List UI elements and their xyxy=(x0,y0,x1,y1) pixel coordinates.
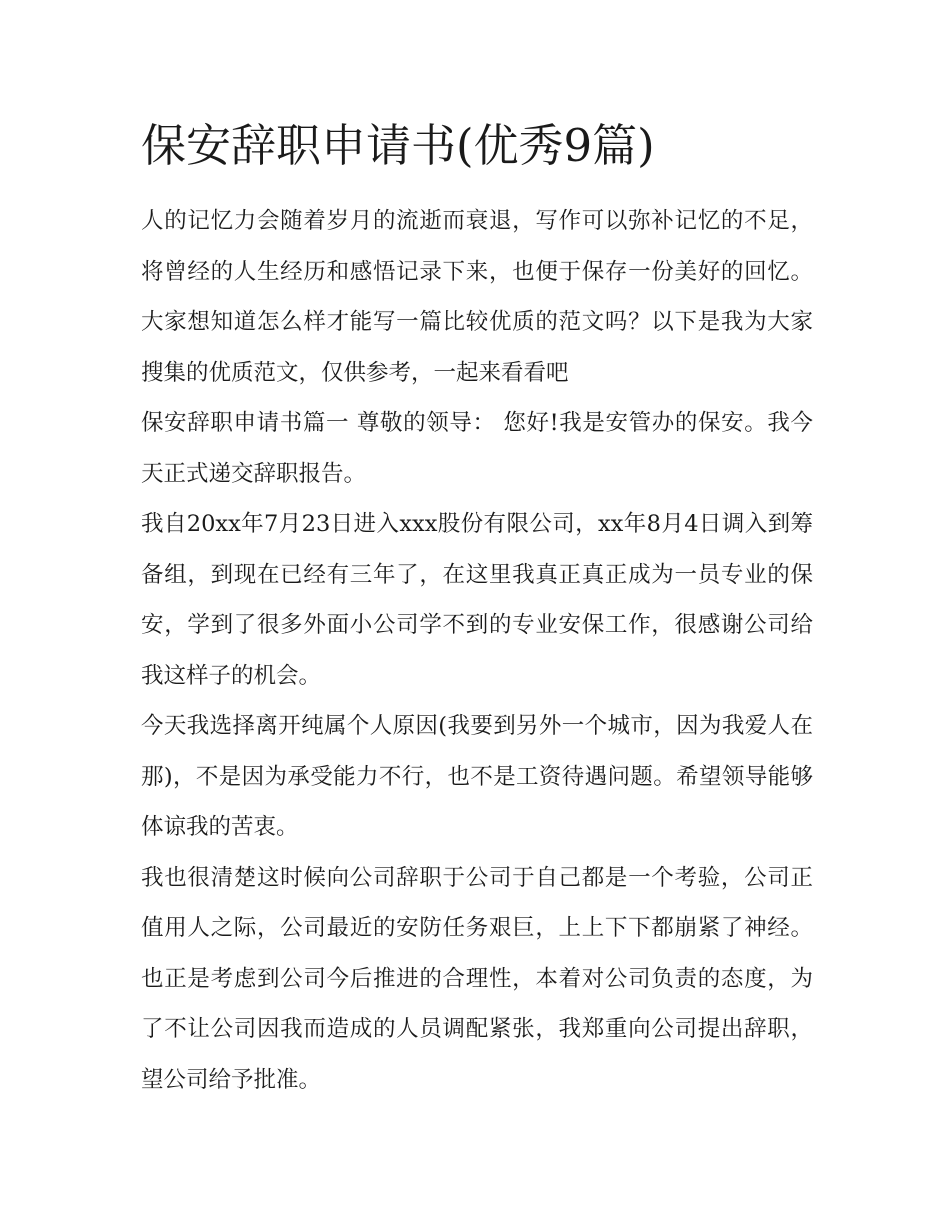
reason-paragraph: 今天我选择离开纯属个人原因(我要到另外一个城市，因为我爱人在那)，不是因为承受能力不行，也不是工资待遇问题。希望领导能够体谅我的苦衷。 xyxy=(141,713,813,840)
document-title: 保安辞职申请书(优秀9篇) xyxy=(141,119,655,172)
letter-opening-paragraph: 保安辞职申请书篇一 尊敬的领导： 您好!我是安管办的保安。我今天正式递交辞职报告。 xyxy=(141,410,813,487)
request-paragraph: 我也很清楚这时候向公司辞职于公司于自己都是一个考验，公司正值用人之际，公司最近的安防任务艰巨，上上下下都崩紧了神经。也正是考虑到公司今后推进的合理性，本着对公司负责的态度，为了不让公司因我而造成的人员调配紧张，我郑重向公司提出辞职，望公司给予批准。 xyxy=(141,864,813,1093)
intro-paragraph: 人的记忆力会随着岁月的流逝而衰退，写作可以弥补记忆的不足，将曾经的人生经历和感悟记录下来，也便于保存一份美好的回忆。大家想知道怎么样才能写一篇比较优质的范文吗？以下是我为大家搜集的优质范文，仅供参考，一起来看看吧 xyxy=(141,208,813,386)
work-history-paragraph: 我自20xx年7月23日进入xxx股份有限公司，xx年8月4日调入到筹备组，到现在已经有三年了，在这里我真正真正成为一员专业的保安，学到了很多外面小公司学不到的专业安保工作，很感谢公司给我这样子的机会。 xyxy=(141,511,813,689)
document-body xyxy=(141,108,813,1105)
